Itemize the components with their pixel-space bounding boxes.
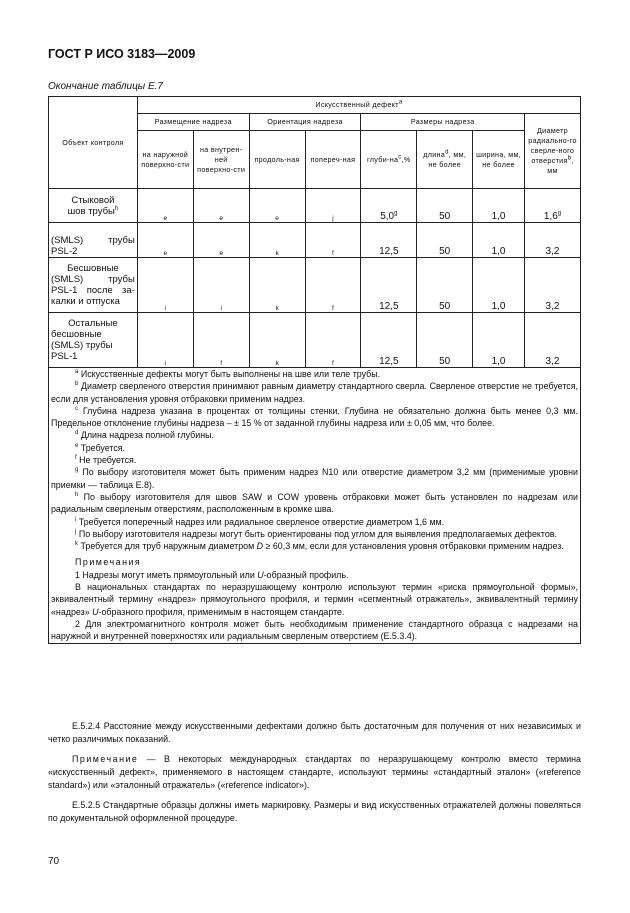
footnote-b: $^b$ Диаметр сверленого отверстия принимают равным диаметру стандартного сверла. Сверленое отверстие не требуется, если для установления уровня отбраковки применим надрез. — [51, 381, 578, 404]
footnote-f: $^f$ Не требуется. — [75, 455, 137, 466]
cell-diameter: 3,2 — [524, 258, 580, 313]
header-depth: глуби-$на^с,\%$ — [361, 131, 417, 189]
cell-inner: i — [193, 258, 249, 313]
paragraph-e524: Е.5.2.4 Расстояние между искусственными дефектами должно быть достаточным для получения от них независимых и четко различимых показаний. — [48, 721, 581, 744]
cell-depth: 12,5 — [361, 258, 417, 313]
cell-depth: 12,5 — [361, 313, 417, 368]
cell-transverse: f — [305, 313, 361, 368]
cell-outer: i — [137, 313, 193, 368]
footnote-j: $^j$ По выбору изготовителя надрезы могут быть ориентированы под углом для выявления предполагаемых дефектов. — [75, 528, 557, 539]
header-outer: на наружной поверхно-сти — [137, 131, 193, 189]
footnote-d: $^d$ Длина надреза полной глубины. — [75, 430, 214, 441]
footnote-k: $^k$ Требуется для труб наружным диаметром D ≥ 60,3 мм, если для установления уровня отбраковки применим надрез. — [75, 541, 564, 552]
cell-longitudinal: k — [249, 313, 305, 368]
footnote-g: $^g$ По выбору изготовителя может быть применим надрез N10 или отверстие диаметром 3,2 мм (применимые уровни приемки — таблица Е.8). — [51, 467, 579, 490]
table-row — [49, 258, 581, 313]
header-width: ширина, мм, не более — [473, 131, 525, 189]
page-header: ГОСТ Р ИСО 3183—2009 — [48, 47, 196, 61]
header-defect: Искусственный дефект$^а$ — [137, 97, 580, 114]
cell-longitudinal: k — [249, 223, 305, 258]
footnote-a: $^а$ Искусственные дефекты могут быть выполнены на шве или теле трубы. — [75, 369, 381, 379]
cell-diameter: 1,6$^g$ — [524, 189, 580, 223]
cell-inner: e — [193, 189, 249, 223]
row-object: Остальные бесшовные (SMLS) трубы PSL-1 — [49, 313, 138, 368]
cell-outer: i — [137, 258, 193, 313]
table-row — [49, 223, 581, 258]
row-object: Стыковой шов трубы$^h$ — [49, 189, 138, 223]
notes-title: Примечания — [75, 557, 142, 568]
cell-length: 50 — [417, 313, 473, 368]
cell-inner: f — [193, 313, 249, 368]
cell-transverse: f — [305, 223, 361, 258]
cell-depth: 5,0$^g$ — [361, 189, 417, 223]
row-object: (SMLS) трубы PSL-2 — [49, 223, 138, 258]
cell-width: 1,0 — [473, 189, 525, 223]
footnote-e: $^e$ Требуется. — [75, 442, 126, 453]
row-object: Бесшовные (SMLS) трубы PSL-1 после за- калки и отпуска — [49, 258, 138, 313]
defect-table — [48, 96, 581, 644]
cell-width: 1,0 — [473, 223, 525, 258]
footnote-i: $^i$ Требуется поперечный надрез или радиальное сверленое отверстие диаметром 1,6 мм. — [75, 516, 445, 527]
paragraph-note: Примечание — В некоторых международных стандартах по неразрушающему контролю вместо термина «искусственный дефект», применяемого в настоящем стандарте, используют термины «стандартный эталон» («reference standard») или «эталонный отражатель» («reference indicator»). — [48, 754, 581, 790]
paragraph-e525: Е.5.2.5 Стандартные образцы должны иметь маркировку. Размеры и вид искусственных отражателей должны повеляться по документальной оформленной процедуре. — [48, 800, 581, 823]
cell-width: 1,0 — [473, 258, 525, 313]
header-inner: на внутрен-ней поверхно-сти — [193, 131, 249, 189]
cell-depth: 12,5 — [361, 223, 417, 258]
header-diameter: Диаметр радиально-го сверле-ного отверстия$^b$, мм — [524, 114, 580, 189]
cell-diameter: 3,2 — [524, 223, 580, 258]
cell-length: 50 — [417, 189, 473, 223]
cell-width: 1,0 — [473, 313, 525, 368]
note-2: 2 Для электромагнитного контроля может быть необходимым применение стандартного образца с надрезами на наружной и внутренней поверхностях или радиальным сверленым отверстием (Е.5.3.4). — [51, 618, 578, 642]
table-caption: Окончание таблицы Е.7 — [48, 81, 163, 92]
header-length: длина$^d$, мм, не более — [417, 131, 473, 189]
header-object: Объект контроля — [49, 97, 138, 189]
table-footnotes — [49, 368, 581, 644]
header-orientation: Ориентация надреза — [249, 114, 361, 131]
note-1-detail: В национальных стандартах по неразрушающему контролю используют термин «риска прямоугольной формы», эквивалентный термину «надрез» прямоугольного профиля, и термин «сегментный отражатель», эквивалентный термину «надрез» U-образного профиля, применимым в настоящем стандарте. — [51, 582, 578, 617]
header-placement: Размещение надреза — [137, 114, 249, 131]
cell-outer: e — [137, 189, 193, 223]
footnote-c: $^с$ Глубина надреза указана в процентах от толщины стенки. Глубина не обязательно должна быть менее 0,3 мм. Предельное отклонение глубины надреза – ± 15 % от заданной глубины надреза или ± 0,05 мм, что более. — [51, 405, 578, 429]
header-dimensions: Размеры надреза — [361, 114, 525, 131]
table-row — [49, 313, 581, 368]
cell-transverse: j — [305, 189, 361, 223]
cell-length: 50 — [417, 258, 473, 313]
cell-longitudinal: k — [249, 258, 305, 313]
header-transverse: попереч-ная — [305, 131, 361, 189]
footnote-h: $^h$ По выбору изготовителя для швов SAW и COW уровень отбраковки может быть установлен по надрезам или радиальным сверленым отверстиям, расположенным в кромке шва. — [51, 491, 578, 515]
page-number: 70 — [48, 856, 60, 867]
cell-transverse: f — [305, 258, 361, 313]
cell-outer: e — [137, 223, 193, 258]
note-1: 1 Надрезы могут иметь прямоугольный или U-образный профиль. — [75, 569, 349, 580]
header-longitudinal: продоль-ная — [249, 131, 305, 189]
cell-length: 50 — [417, 223, 473, 258]
cell-longitudinal: e — [249, 189, 305, 223]
table-row — [49, 189, 581, 223]
cell-diameter: 3,2 — [524, 313, 580, 368]
cell-inner: e — [193, 223, 249, 258]
